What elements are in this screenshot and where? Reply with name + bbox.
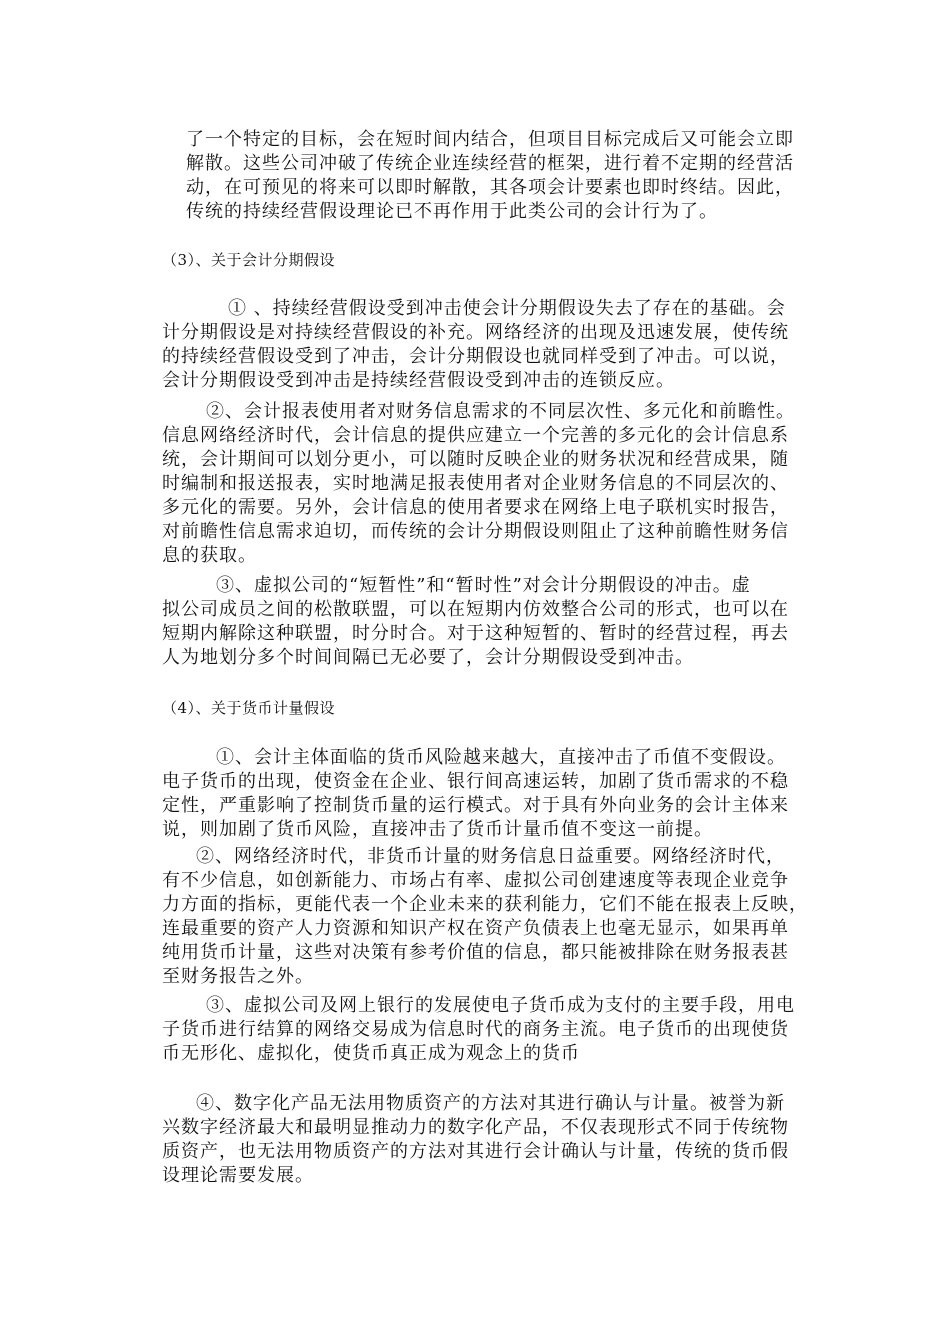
text-line: 电子货币的出现，使资金在企业、银行间高速运转，加剧了货币需求的不稳: [162, 771, 789, 792]
text-line: ②、会计报表使用者对财务信息需求的不同层次性、多元化和前瞻性。: [206, 401, 795, 422]
section-heading: （4）、关于货币计量假设: [162, 699, 336, 717]
text-line: 了一个特定的目标，会在短时间内结合，但项目目标完成后又可能会立即: [186, 129, 794, 150]
text-line: 会计分期假设受到冲击是持续经营假设受到冲击的连锁反应。: [162, 370, 675, 391]
text-line: 对前瞻性信息需求迫切，而传统的会计分期假设则阻止了这种前瞻性财务信: [162, 521, 789, 542]
text-line: 时编制和报送报表，实时地满足报表使用者对企业财务信息的不同层次的、: [162, 473, 789, 494]
text-line: 解散。这些公司冲破了传统企业连续经营的框架，进行着不定期的经营活: [186, 153, 794, 174]
text-line: 传统的持续经营假设理论已不再作用于此类公司的会计行为了。: [186, 201, 718, 222]
text-line: ①、会计主体面临的货币风险越来越大，直接冲击了币值不变假设。: [216, 747, 786, 768]
text-line: 连最重要的资产人力资源和知识产权在资产负债表上也毫无显示，如果再单: [162, 918, 789, 939]
text-line: 币无形化、虚拟化，使货币真正成为观念上的货币: [162, 1043, 580, 1064]
text-line: 的持续经营假设受到了冲击，会计分期假设也就同样受到了冲击。可以说，: [162, 346, 789, 367]
text-line: 信息网络经济时代，会计信息的提供应建立一个完善的多元化的会计信息系: [162, 425, 789, 446]
text-line: 力方面的指标，更能代表一个企业未来的获利能力，它们不能在报表上反映，: [162, 894, 808, 915]
text-line: 拟公司成员之间的松散联盟，可以在短期内仿效整合公司的形式，也可以在: [162, 599, 789, 620]
text-line: ① 、持续经营假设受到冲击使会计分期假设失去了存在的基础。会: [228, 298, 786, 319]
text-line: 子货币进行结算的网络交易成为信息时代的商务主流。电子货币的出现使货: [162, 1019, 789, 1040]
text-line: 质资产，也无法用物质资产的方法对其进行会计确认与计量，传统的货币假: [162, 1141, 789, 1162]
text-line: 有不少信息，如创新能力、市场占有率、虚拟公司创建速度等表现企业竞争: [162, 870, 789, 891]
text-line: ④、数字化产品无法用物质资产的方法对其进行确认与计量。被誉为新: [196, 1093, 785, 1114]
text-line: 定性，严重影响了控制货币量的运行模式。对于具有外向业务的会计主体来: [162, 795, 789, 816]
text-line: 计分期假设是对持续经营假设的补充。网络经济的出现及迅速发展，使传统: [162, 322, 789, 343]
text-line: ③、虚拟公司的“短暂性”和“暂时性”对会计分期假设的冲击。虚: [216, 575, 751, 596]
text-line: 说，则加剧了货币风险，直接冲击了货币计量币值不变这一前提。: [162, 819, 713, 840]
text-line: 兴数字经济最大和最明显推动力的数字化产品，不仅表现形式不同于传统物: [162, 1117, 789, 1138]
text-line: 短期内解除这种联盟，时分时合。对于这种短暂的、暂时的经营过程，再去: [162, 623, 789, 644]
text-line: 多元化的需要。另外，会计信息的使用者要求在网络上电子联机实时报告，: [162, 497, 789, 518]
text-line: ②、网络经济时代，非货币计量的财务信息日益重要。网络经济时代，: [196, 846, 785, 867]
text-line: ③、虚拟公司及网上银行的发展使电子货币成为支付的主要手段，用电: [206, 995, 795, 1016]
text-line: 设理论需要发展。: [162, 1165, 314, 1186]
text-line: 人为地划分多个时间间隔已无必要了，会计分期假设受到冲击。: [162, 647, 694, 668]
text-line: 至财务报告之外。: [162, 966, 314, 987]
section-heading: （3）、关于会计分期假设: [162, 251, 336, 269]
text-line: 统，会计期间可以划分更小，可以随时反映企业的财务状况和经营成果，随: [162, 449, 789, 470]
text-line: 息的获取。: [162, 545, 257, 566]
text-line: 纯用货币计量，这些对决策有参考价值的信息，都只能被排除在财务报表甚: [162, 942, 789, 963]
text-line: 动，在可预见的将来可以即时解散，其各项会计要素也即时终结。因此，: [186, 177, 794, 198]
